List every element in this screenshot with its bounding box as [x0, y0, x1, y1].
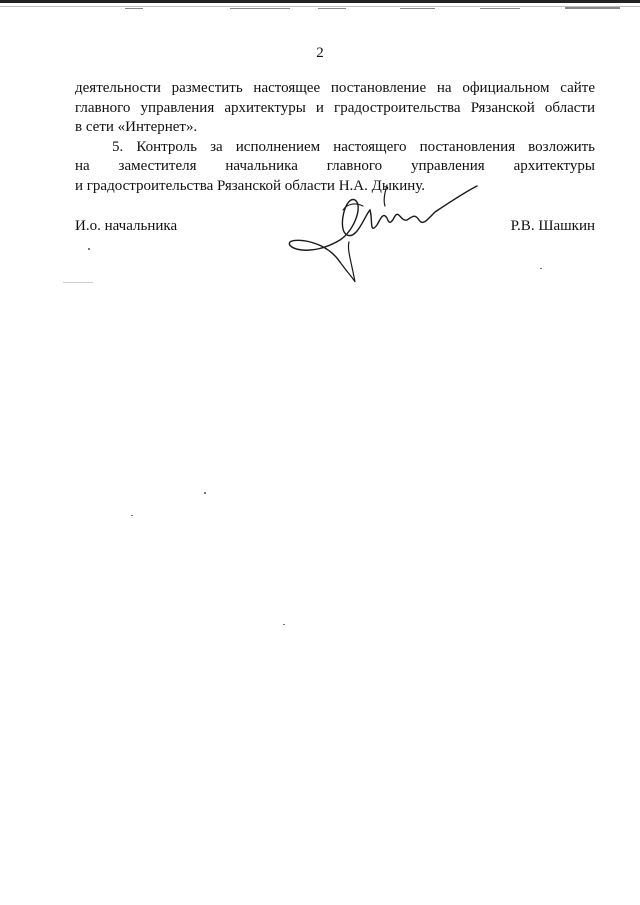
signer-name: Р.В. Шашкин: [510, 218, 595, 234]
paragraph-5-line-2: на заместителя начальника главного управления архитектуры: [75, 158, 595, 174]
scan-speck: [88, 248, 90, 250]
scan-speck: [63, 282, 93, 283]
paragraph-5-line-3: и градостроительства Рязанской области Н.А. Дыкину.: [75, 177, 426, 194]
paragraph-4-line-3: в сети «Интернет».: [75, 119, 198, 135]
scan-artifact-top: [0, 0, 640, 10]
scan-speck: [540, 268, 542, 269]
signer-title: И.о. начальника: [75, 218, 178, 234]
paragraph-4-line-2: главного управления архитектуры и градостроительства Рязанской области: [75, 99, 595, 116]
handwritten-signature: [285, 180, 480, 285]
paragraph-5-line-1: 5. Контроль за исполнением настоящего постановления возложить: [112, 138, 595, 155]
scan-speck: [283, 624, 285, 625]
document-body: [75, 79, 595, 196]
scan-speck: [204, 492, 206, 494]
page-number: 2: [316, 45, 324, 61]
scan-speck: [131, 515, 133, 516]
paragraph-4-line-1: деятельности разместить настоящее постановление на официальном сайте: [75, 80, 595, 96]
